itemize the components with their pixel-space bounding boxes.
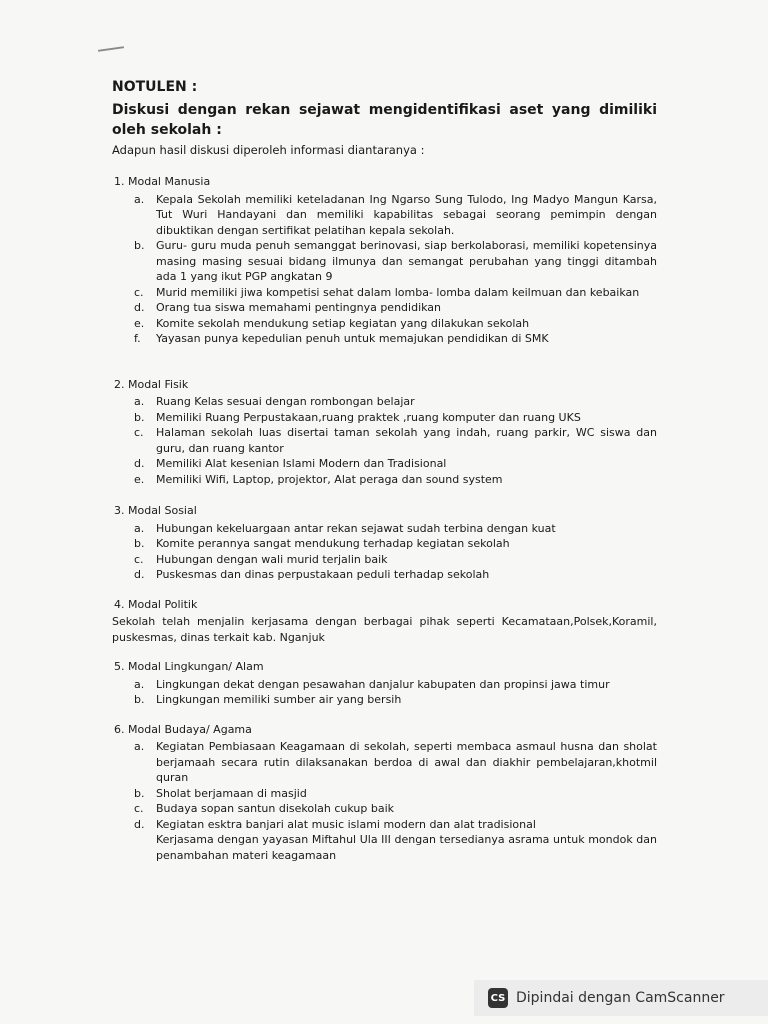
item-letter: f.	[134, 332, 141, 345]
item-text: Ruang Kelas sesuai dengan rombongan belajar	[156, 395, 415, 408]
list-item	[112, 238, 657, 285]
item-text: Komite perannya sangat mendukung terhadap kegiatan sekolah	[156, 537, 510, 550]
document-intro: Adapun hasil diskusi diperoleh informasi diantaranya :	[112, 143, 425, 157]
list-item	[112, 786, 657, 802]
section-heading: 3. Modal Sosial	[114, 504, 197, 517]
item-text: Kegiatan Pembiasaan Keagamaan di sekolah, seperti membaca asmaul husna dan sholat berjamaah secara rutin dilaksanakan berdoa di awal dan diakhir pembelajaran,khotmil quran	[156, 740, 657, 784]
item-text: Kegiatan esktra banjari alat music islami modern dan alat tradisional	[156, 817, 536, 831]
item-letter: b.	[134, 693, 145, 706]
section-paragraph: Sekolah telah menjalin kerjasama dengan berbagai pihak seperti Kecamataan,Polsek,Koramil, puskesmas, dinas terkait kab. Nganjuk	[112, 615, 657, 644]
item-text: Guru- guru muda penuh semanggat berinovasi, siap berkolaborasi, memiliki kopetensinya masing masing sesuai bidang ilmunya dan semangat perubahan yang tinggi ditambah ada 1 yang ikut PGP angkatan 9	[156, 239, 657, 283]
item-letter: b.	[134, 239, 145, 252]
item-list	[112, 192, 657, 347]
item-letter: a.	[134, 677, 145, 691]
item-letter: d.	[134, 817, 145, 831]
item-list	[112, 739, 657, 832]
list-item	[112, 456, 657, 472]
list-item	[112, 285, 657, 301]
list-item	[112, 472, 657, 488]
item-text: Puskesmas dan dinas perpustakaan peduli terhadap sekolah	[156, 568, 490, 581]
item-text: Memiliki Ruang Perpustakaan,ruang praktek ,ruang komputer dan ruang UKS	[156, 410, 581, 424]
item-text: Memiliki Wifi, Laptop, projektor, Alat peraga dan sound system	[156, 472, 503, 486]
document-content	[112, 174, 657, 863]
item-letter: a.	[134, 740, 145, 753]
item-text: Sholat berjamaan di masjid	[156, 786, 307, 800]
document-title: NOTULEN :	[112, 79, 198, 95]
item-text: Lingkungan memiliki sumber air yang bersih	[156, 693, 402, 706]
item-text: Budaya sopan santun disekolah cukup baik	[156, 802, 394, 815]
list-item	[112, 331, 657, 347]
section-heading: 1. Modal Manusia	[114, 175, 211, 188]
item-text: Yayasan punya kepedulian penuh untuk memajukan pendidikan di SMK	[156, 332, 549, 345]
item-letter: b.	[134, 786, 145, 800]
list-item	[112, 739, 657, 786]
item-letter: b.	[134, 410, 145, 424]
section-modal-lingkungan	[112, 659, 657, 708]
list-item	[112, 692, 657, 708]
section-modal-manusia	[112, 174, 657, 347]
item-letter: c.	[134, 285, 144, 299]
item-letter: c.	[134, 426, 144, 439]
list-item	[112, 536, 657, 552]
list-item	[112, 552, 657, 568]
list-item	[112, 817, 657, 833]
item-text: Kepala Sekolah memiliki keteladanan Ing Ngarso Sung Tulodo, Ing Madyo Mangun Karsa, Tut Wuri Handayani dan memiliki kapabilitas sebagai seorang pemimpin dengan dibuktikan dengan sertifikat pelatihan kepala sekolah.	[156, 192, 657, 237]
list-item	[112, 316, 657, 332]
list-item	[112, 677, 657, 693]
item-text: Hubungan kekeluargaan antar rekan sejawat sudah terbina dengan kuat	[156, 521, 556, 535]
document-heading: Diskusi dengan rekan sejawat mengidentifikasi aset yang dimiliki oleh sekolah :	[112, 102, 657, 138]
section-modal-sosial	[112, 503, 657, 583]
camscanner-logo-icon: CS	[488, 988, 508, 1008]
item-text: Hubungan dengan wali murid terjalin baik	[156, 552, 388, 566]
item-text: Murid memiliki jiwa kompetisi sehat dalam lomba- lomba dalam keilmuan dan kebaikan	[156, 285, 640, 299]
pen-mark	[98, 46, 124, 52]
item-list	[112, 394, 657, 487]
item-letter: b.	[134, 537, 145, 550]
item-text: Orang tua siswa memahami pentingnya pendidikan	[156, 301, 442, 314]
list-item	[112, 425, 657, 456]
item-letter: c.	[134, 552, 144, 566]
item-list	[112, 677, 657, 708]
item-letter: e.	[134, 316, 145, 330]
item-continuation: Kerjasama dengan yayasan Miftahul Ula III dengan tersedianya asrama untuk mondok dan penambahan materi keagamaan	[156, 833, 657, 862]
section-heading: 6. Modal Budaya/ Agama	[114, 722, 252, 736]
list-item	[112, 192, 657, 239]
section-modal-politik	[112, 597, 657, 646]
item-letter: d.	[134, 457, 145, 470]
list-item	[112, 521, 657, 537]
list-item	[112, 394, 657, 410]
item-letter: d.	[134, 301, 145, 314]
item-letter: e.	[134, 472, 145, 486]
section-heading: 4. Modal Politik	[114, 597, 198, 611]
item-text: Komite sekolah mendukung setiap kegiatan yang dilakukan sekolah	[156, 316, 530, 330]
section-heading: 5. Modal Lingkungan/ Alam	[114, 660, 264, 673]
item-text: Lingkungan dekat dengan pesawahan danjalur kabupaten dan propinsi jawa timur	[156, 677, 610, 691]
section-modal-budaya	[112, 722, 657, 864]
watermark-text: Dipindai dengan CamScanner	[516, 990, 725, 1006]
section-heading: 2. Modal Fisik	[114, 377, 189, 391]
item-text: Memiliki Alat kesenian Islami Modern dan Tradisional	[156, 457, 447, 470]
item-text: Halaman sekolah luas disertai taman sekolah yang indah, ruang parkir, WC siswa dan guru, dan ruang kantor	[156, 426, 657, 455]
list-item	[112, 410, 657, 426]
item-letter: a.	[134, 395, 145, 408]
item-letter: a.	[134, 192, 145, 206]
item-list	[112, 521, 657, 583]
list-item	[112, 567, 657, 583]
item-letter: d.	[134, 568, 145, 581]
list-item	[112, 300, 657, 316]
section-modal-fisik	[112, 377, 657, 488]
item-letter: a.	[134, 521, 145, 535]
camscanner-watermark	[474, 980, 768, 1016]
list-item	[112, 801, 657, 817]
item-letter: c.	[134, 802, 144, 815]
